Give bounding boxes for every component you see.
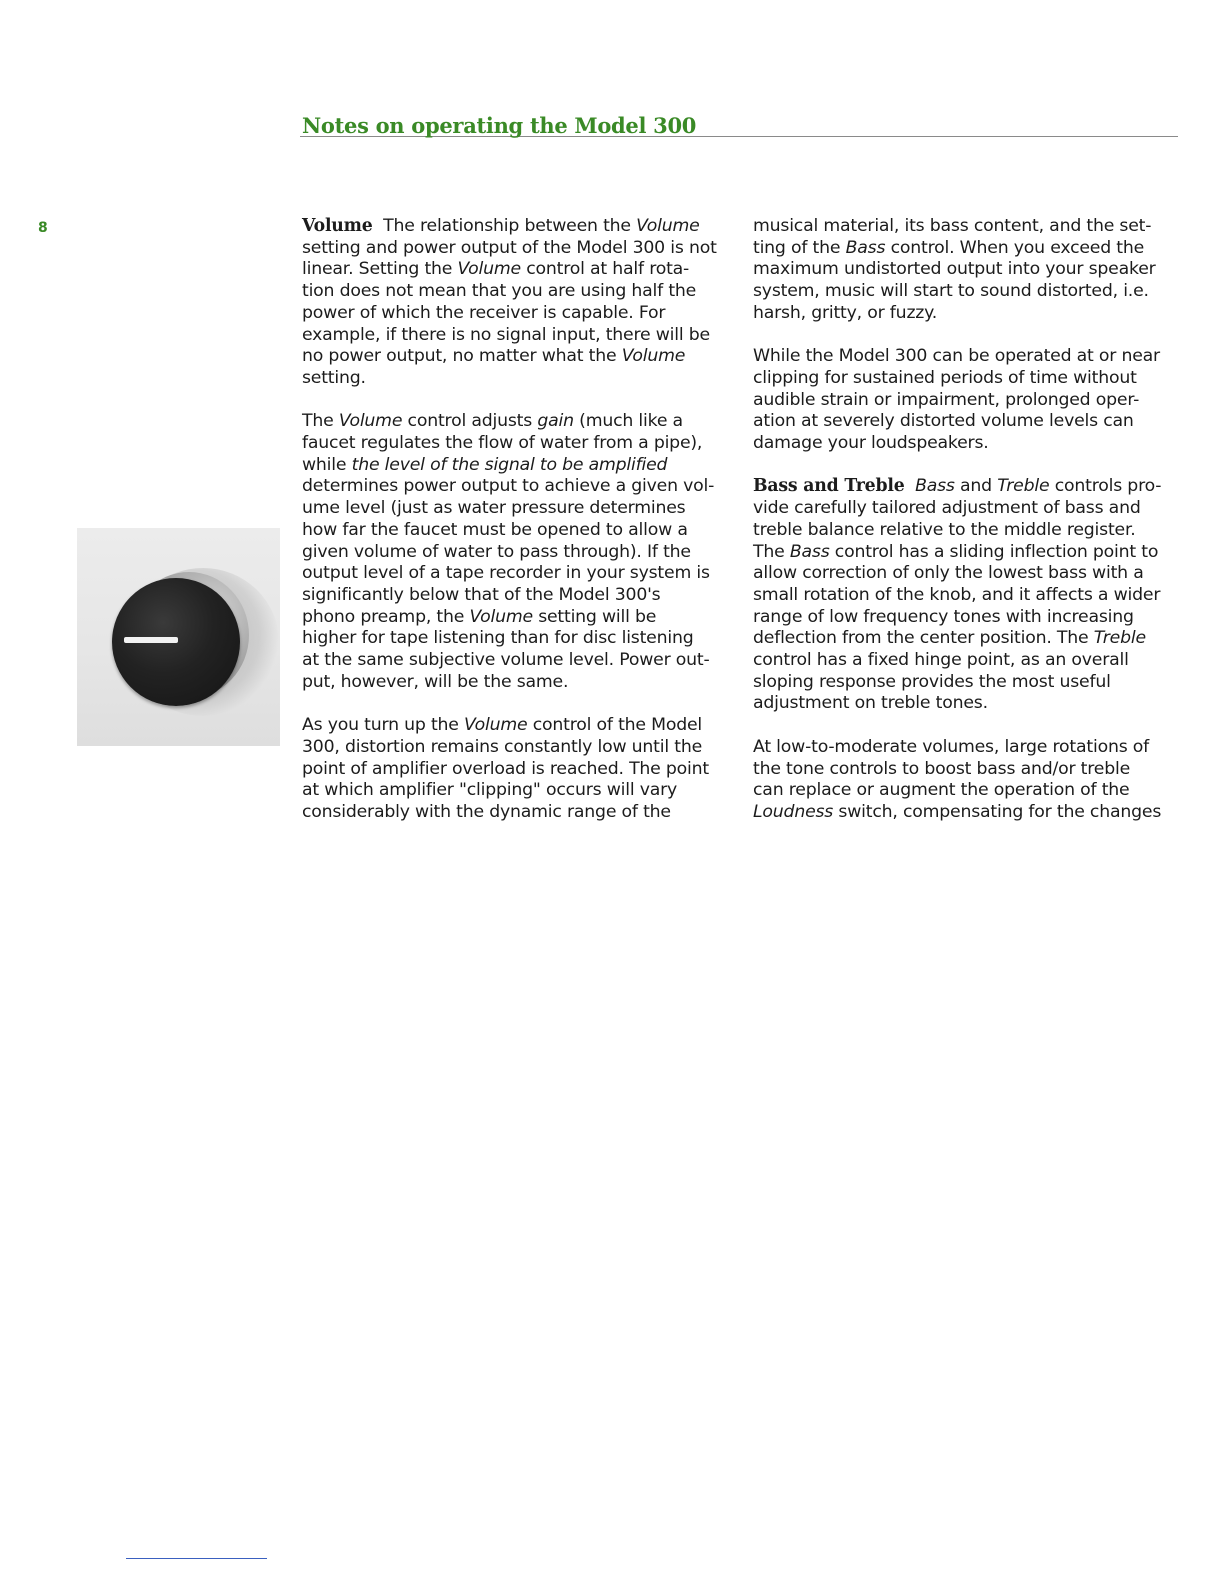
text-line: setting and power output of the Model 300 is not — [302, 237, 717, 258]
text-line: phono preamp, the Volume setting will be — [302, 606, 657, 627]
text-line: while the level of the signal to be amplified — [302, 454, 668, 475]
text-line: sloping response provides the most useful — [753, 671, 1111, 692]
text-line: adjustment on treble tones. — [753, 693, 988, 714]
text-line: system, music will start to sound distorted, i.e. — [753, 281, 1149, 302]
text-line: deflection from the center position. The Treble — [753, 628, 1146, 649]
text-line: ation at severely distorted volume levels can — [753, 411, 1134, 432]
text-line: the tone controls to boost bass and/or treble — [753, 758, 1131, 779]
volume-knob-photo-icon — [77, 528, 280, 746]
text-line: clipping for sustained periods of time without — [753, 367, 1137, 388]
right-column — [753, 216, 1183, 824]
text-line: audible strain or impairment, prolonged oper- — [753, 389, 1140, 410]
text-line: linear. Setting the Volume control at half rota- — [302, 259, 690, 280]
page-number: 8 — [38, 220, 48, 236]
text-line: power of which the receiver is capable. For — [302, 302, 666, 323]
text-line: at which amplifier "clipping" occurs will vary — [302, 780, 678, 801]
text-line: range of low frequency tones with increasing — [753, 606, 1134, 627]
text-line: At low-to-moderate volumes, large rotations of — [753, 736, 1150, 757]
text-line: As you turn up the Volume control of the Model — [302, 715, 703, 736]
text-line: no power output, no matter what the Volume — [302, 346, 686, 367]
text-line: Bass and Treble Bass and Treble controls pro- — [753, 476, 1162, 497]
text-line: determines power output to achieve a given vol- — [302, 476, 715, 497]
text-line: output level of a tape recorder in your system is — [302, 563, 710, 584]
volume-heading: Volume — [302, 216, 373, 236]
text-line: The Volume control adjusts gain (much like a — [302, 411, 683, 432]
text-line: Loudness switch, compensating for the changes — [753, 801, 1162, 822]
text-line: given volume of water to pass through). If the — [302, 541, 691, 562]
text-line: vide carefully tailored adjustment of bass and — [753, 498, 1141, 519]
knob-indicator-line — [124, 637, 178, 643]
text-line: Volume The relationship between the Volume — [302, 216, 700, 236]
text-line: ting of the Bass control. When you exceed the — [753, 237, 1145, 258]
text-line: 300, distortion remains constantly low until the — [302, 736, 703, 757]
text-line: example, if there is no signal input, there will be — [302, 324, 710, 345]
text-line: small rotation of the knob, and it affects a wider — [753, 584, 1161, 605]
page-title: Notes on operating the Model 300 — [302, 113, 697, 138]
bass-treble-heading: Bass and Treble — [753, 476, 905, 497]
text-line: musical material, its bass content, and the set- — [753, 216, 1152, 236]
text-line: significantly below that of the Model 300's — [302, 584, 661, 605]
text-line: damage your loudspeakers. — [753, 433, 989, 454]
text-line: faucet regulates the flow of water from a pipe), — [302, 433, 703, 454]
text-line: treble balance relative to the middle register. — [753, 519, 1136, 540]
text-line: The Bass control has a sliding inflection point to — [753, 541, 1159, 562]
text-line: put, however, will be the same. — [302, 671, 569, 692]
left-column — [302, 216, 732, 824]
text-line: higher for tape listening than for disc listening — [302, 628, 694, 649]
text-line: can replace or augment the operation of the — [753, 780, 1130, 801]
text-line: While the Model 300 can be operated at or near — [753, 346, 1160, 367]
text-line: tion does not mean that you are using half the — [302, 281, 697, 302]
text-line: considerably with the dynamic range of the — [302, 801, 671, 822]
text-line: point of amplifier overload is reached. The point — [302, 758, 709, 779]
footer-rule — [126, 1558, 267, 1559]
text-line: setting. — [302, 367, 366, 388]
volume-knob — [112, 578, 240, 706]
text-line: ume level (just as water pressure determines — [302, 498, 686, 519]
text-line: harsh, gritty, or fuzzy. — [753, 302, 938, 323]
text-line: allow correction of only the lowest bass with a — [753, 563, 1144, 584]
text-line: how far the faucet must be opened to allow a — [302, 519, 688, 540]
text-line: control has a fixed hinge point, as an overall — [753, 650, 1129, 671]
text-line: maximum undistorted output into your speaker — [753, 259, 1156, 280]
text-line: at the same subjective volume level. Power out- — [302, 650, 710, 671]
